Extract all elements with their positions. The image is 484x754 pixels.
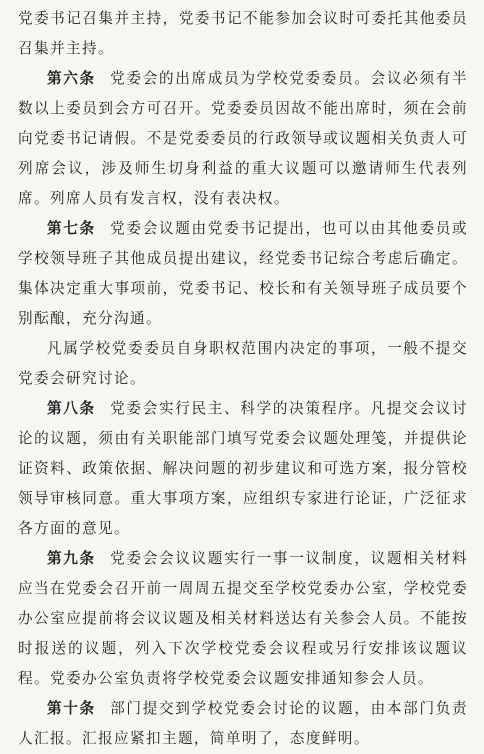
- article-text: 党委会议题由党委书记提出，也可以由其他委员或学校领导班子其他成员提出建议，经党委书记综合考虑后确定。集体决定重大事项前，党委书记、校长和有关领导班子成员要个别酝酿，充分沟通。: [18, 220, 468, 327]
- article-heading: 第九条: [47, 550, 96, 567]
- article-9: [18, 544, 468, 694]
- article-7: [18, 214, 468, 334]
- paragraph-text: 党委书记召集并主持，党委书记不能参加会议时可委托其他委员召集并主持。: [18, 10, 468, 57]
- article-heading: 第八条: [47, 400, 96, 417]
- article-text: 党委会的出席成员为学校党委委员。会议必须有半数以上委员到会方可召开。党委委员因故不能出席时，须在会前向党委书记请假。不是党委委员的行政领导或议题相关负责人可列席会议，涉及师生切身利益的重大议题可以邀请师生代表列席。列席人员有发言权，没有表决权。: [18, 70, 468, 207]
- article-8: [18, 394, 468, 544]
- document-body: [18, 4, 468, 754]
- article-heading: 第七条: [47, 220, 96, 237]
- article-7-supplement: [18, 334, 468, 394]
- article-heading: 第十条: [47, 700, 96, 717]
- article-text: 部门提交到学校党委会讨论的议题，由本部门负责人汇报。汇报应紧扣主题，简单明了，态度鲜明。: [18, 700, 468, 747]
- paragraph-text: 凡属学校党委委员自身职权范围内决定的事项，一般不提交党委会研究讨论。: [18, 340, 468, 387]
- article-6: [18, 64, 468, 214]
- article-text: 党委会会议议题实行一事一议制度，议题相关材料应当在党委会召开前一周周五提交至学校党委办公室，学校党委办公室应提前将会议议题及相关材料送达有关参会人员。不能按时报送的议题，列入下次学校党委会议程或另行安排该议题议程。党委办公室负责将学校党委会议题安排通知参会人员。: [18, 550, 468, 687]
- article-heading: 第六条: [47, 70, 96, 87]
- article-text: 党委会实行民主、科学的决策程序。凡提交会议讨论的议题，须由有关职能部门填写党委会议题处理笺，并提供论证资料、政策依据、解决问题的初步建议和可选方案，报分管校领导审核同意。重大事项方案，应组织专家进行论证，广泛征求各方面的意见。: [18, 400, 468, 537]
- paragraph-continuation: [18, 4, 468, 64]
- article-10: [18, 694, 468, 754]
